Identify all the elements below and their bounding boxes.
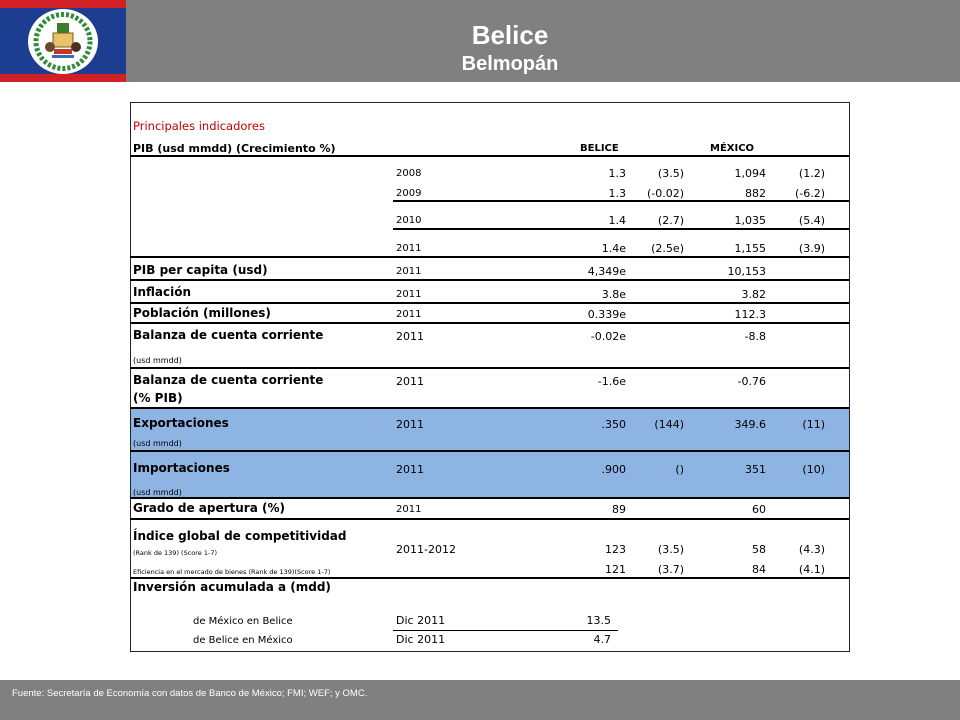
competitiveness-mx: 58 — [752, 543, 766, 556]
exports-bz-rank: (144) — [654, 418, 684, 431]
gdp-year: 2009 — [396, 188, 422, 199]
competitiveness-bz-score: (3.5) — [657, 543, 684, 556]
gdp-bz: 1.4e — [601, 242, 626, 255]
gdp-mx-growth: (-6.2) — [794, 187, 825, 200]
population-mx: 112.3 — [734, 308, 766, 321]
row-line — [130, 450, 849, 452]
openness-mx: 60 — [752, 503, 766, 516]
openness-year: 2011 — [396, 504, 422, 515]
investment-label: Inversión acumulada a (mdd) — [133, 580, 331, 594]
market-efficiency-mx: 84 — [752, 563, 766, 576]
inflation-bz: 3.8e — [601, 288, 626, 301]
gdp-label: PIB (usd mmdd) (Crecimiento %) — [133, 142, 336, 155]
per-capita-year: 2011 — [396, 266, 422, 277]
flag-top-stripe — [0, 0, 126, 8]
current-account-mx: -8.8 — [744, 330, 766, 343]
inflation-year: 2011 — [396, 289, 422, 300]
gdp-mx: 882 — [745, 187, 766, 200]
row-line — [393, 228, 849, 230]
row-line — [130, 279, 849, 281]
investment-bz-to-mx-label: de Belice en México — [193, 635, 293, 646]
row-line — [130, 322, 849, 324]
row-line — [393, 200, 849, 202]
gdp-mx-growth: (1.2) — [798, 167, 825, 180]
per-capita-mx: 10,153 — [727, 265, 766, 278]
gdp-mx-growth: (3.9) — [798, 242, 825, 255]
gdp-mx: 1,094 — [734, 167, 766, 180]
imports-bz: .900 — [601, 463, 626, 476]
openness-bz: 89 — [612, 503, 626, 516]
gdp-bz: 1.3 — [608, 167, 626, 180]
openness-label: Grado de apertura (%) — [133, 501, 285, 515]
gdp-mx-growth: (5.4) — [798, 214, 825, 227]
per-capita-label: PIB per capita (usd) — [133, 263, 268, 277]
gdp-bz-growth: (2.7) — [657, 214, 684, 227]
gdp-bz-growth: (-0.02) — [646, 187, 684, 200]
competitiveness-sub2: Eficiencia en el mercado de bienes (Rank de 139)(Score 1-7) — [133, 568, 331, 576]
competitiveness-sub1: (Rank de 139) (Score 1-7) — [133, 549, 218, 557]
row-line — [130, 302, 849, 304]
gdp-year: 2011 — [396, 243, 422, 254]
population-bz: 0.339e — [587, 308, 626, 321]
competitiveness-year: 2011-2012 — [396, 543, 456, 556]
current-account-pib-mx: -0.76 — [737, 375, 766, 388]
gdp-bz: 1.3 — [608, 187, 626, 200]
investment-mx-to-bz-date: Dic 2011 — [396, 614, 446, 627]
current-account-pib-unit: (% PIB) — [133, 391, 183, 405]
per-capita-bz: 4,349e — [587, 265, 626, 278]
gdp-mx: 1,155 — [734, 242, 766, 255]
gdp-bz-growth: (2.5e) — [651, 242, 684, 255]
row-line — [130, 497, 849, 499]
page-title: Belice — [471, 20, 549, 50]
header-bar — [0, 0, 960, 82]
population-year: 2011 — [396, 309, 422, 320]
market-efficiency-bz: 121 — [605, 563, 626, 576]
row-line — [130, 256, 849, 258]
row-line — [130, 407, 849, 409]
gdp-bz-growth: (3.5) — [657, 167, 684, 180]
current-account-pib-bz: -1.6e — [597, 375, 626, 388]
col-mexico: MÉXICO — [710, 143, 755, 154]
imports-year: 2011 — [396, 463, 424, 476]
row-line — [130, 518, 849, 520]
exports-unit: (usd mmdd) — [133, 439, 182, 448]
market-efficiency-bz-score: (3.7) — [657, 563, 684, 576]
exports-bz: .350 — [601, 418, 626, 431]
investment-mx-to-bz-label: de México en Belice — [193, 616, 293, 627]
section-title: Principales indicadores — [133, 119, 265, 133]
imports-mx-rank: (10) — [802, 463, 825, 476]
competitiveness-mx-score: (4.3) — [798, 543, 825, 556]
gdp-year: 2008 — [396, 168, 422, 179]
investment-bz-to-mx-value: 4.7 — [593, 633, 611, 646]
row-line — [393, 630, 618, 631]
imports-bz-rank: () — [675, 463, 684, 476]
gdp-header-line — [130, 155, 849, 157]
current-account-pib-year: 2011 — [396, 375, 424, 388]
exports-mx: 349.6 — [734, 418, 766, 431]
competitiveness-label: Índice global de competitividad — [133, 529, 347, 543]
exports-label: Exportaciones — [133, 416, 229, 430]
source-note: Fuente: Secretaría de Economía con datos de Banco de México; FMI; WEF; y OMC. — [12, 688, 368, 699]
gdp-bz: 1.4 — [608, 214, 626, 227]
current-account-unit: (usd mmdd) — [133, 356, 182, 365]
imports-label: Importaciones — [133, 461, 230, 475]
row-line — [130, 367, 849, 369]
imports-mx: 351 — [745, 463, 766, 476]
inflation-mx: 3.82 — [741, 288, 766, 301]
imports-unit: (usd mmdd) — [133, 488, 182, 497]
current-account-pib-label: Balanza de cuenta corriente — [133, 373, 324, 387]
col-belice: BELICE — [580, 143, 619, 154]
current-account-bz: -0.02e — [590, 330, 626, 343]
gdp-mx: 1,035 — [734, 214, 766, 227]
exports-mx-rank: (11) — [802, 418, 825, 431]
competitiveness-bz: 123 — [605, 543, 626, 556]
current-account-label: Balanza de cuenta corriente — [133, 328, 324, 342]
exports-year: 2011 — [396, 418, 424, 431]
page-subtitle: Belmopán — [461, 53, 559, 75]
market-efficiency-mx-score: (4.1) — [798, 563, 825, 576]
investment-mx-to-bz-value: 13.5 — [586, 614, 611, 627]
gdp-year: 2010 — [396, 215, 422, 226]
inflation-label: Inflación — [133, 285, 192, 299]
footer-bar — [0, 680, 960, 720]
investment-bz-to-mx-date: Dic 2011 — [396, 633, 446, 646]
population-label: Población (millones) — [133, 306, 271, 320]
current-account-year: 2011 — [396, 330, 424, 343]
